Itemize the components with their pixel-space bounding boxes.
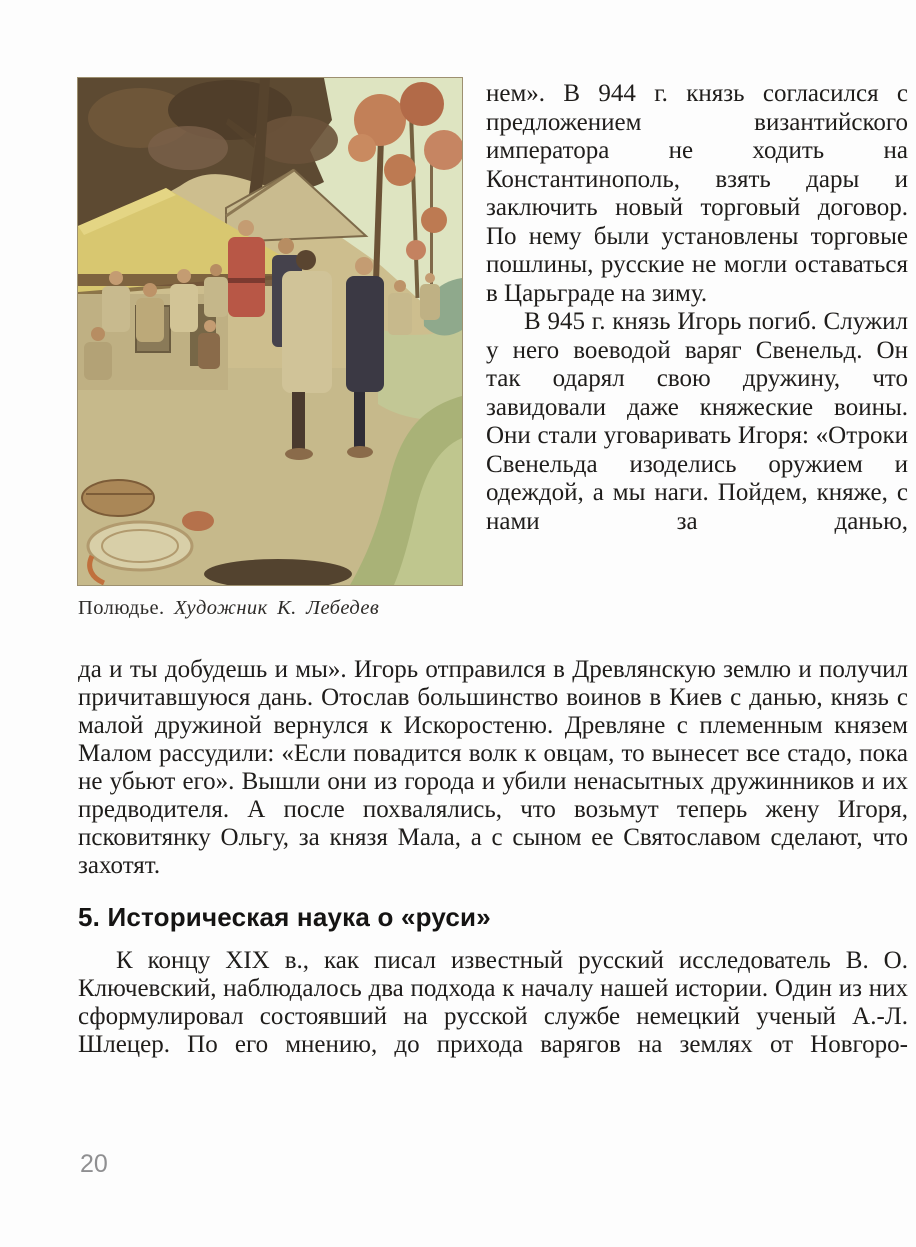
page-number: 20	[80, 1150, 108, 1178]
fullwidth-paragraph: да и ты добудешь и мы». Игорь отправился в Древлянскую землю и получил причитавшуюся дань. Отослав большинство воинов в Киев с данью, князь с малой дружиной вернулся к Искоростеню. Древляне с племенным князем Малом рассудили: «Если повадится волк к овцам, то вынесет все стадо, пока не убьют его». Вышли они из города и убили ненасытных дружинников и их предводителя. А после похвалялись, что возьмут теперь жену Игоря, псковитянку Ольгу, за князя Мала, а с сыном ее Святославом сделают, что захотят.	[78, 656, 908, 879]
polyudye-painting	[78, 78, 462, 585]
figure-block	[78, 78, 462, 620]
right-column-text	[486, 78, 908, 620]
column-paragraph-944: нем». В 944 г. князь согласился с предложением византийского императора не ходить на Константинополь, взять дары и заключить новый торговый договор. По нему были установлены торговые пошлины, русские не могли оставаться в Царьграде на зиму.	[486, 80, 908, 307]
section-paragraph: К концу XIX в., как писал известный русский исследователь В. О. Ключевский, наблюдалось два подхода к началу нашей истории. Один из них сформулировал состоявший на русской службе немецкий ученый А.-Л. Шлецер. По его мнению, до прихода варягов на землях от Новгоро-	[78, 947, 908, 1058]
top-row	[78, 78, 908, 620]
caption-credit: Художник К. Лебедев	[174, 597, 380, 619]
figure-caption	[78, 597, 462, 620]
main-text-flow	[78, 656, 908, 1059]
column-paragraph-945: В 945 г. князь Игорь погиб. Служил у него воеводой варяг Свенельд. Он так одарял свою дружину, что завидовали даже княжеские воины. Они стали уговаривать Игоря: «Отроки Свенельда изоделись оружием и одеждой, а мы наги. Пойдем, княже, с нами за данью,	[486, 308, 908, 535]
caption-title: Полюдье.	[78, 597, 165, 619]
section-heading: 5. Историческая наука о «руси»	[78, 902, 491, 932]
